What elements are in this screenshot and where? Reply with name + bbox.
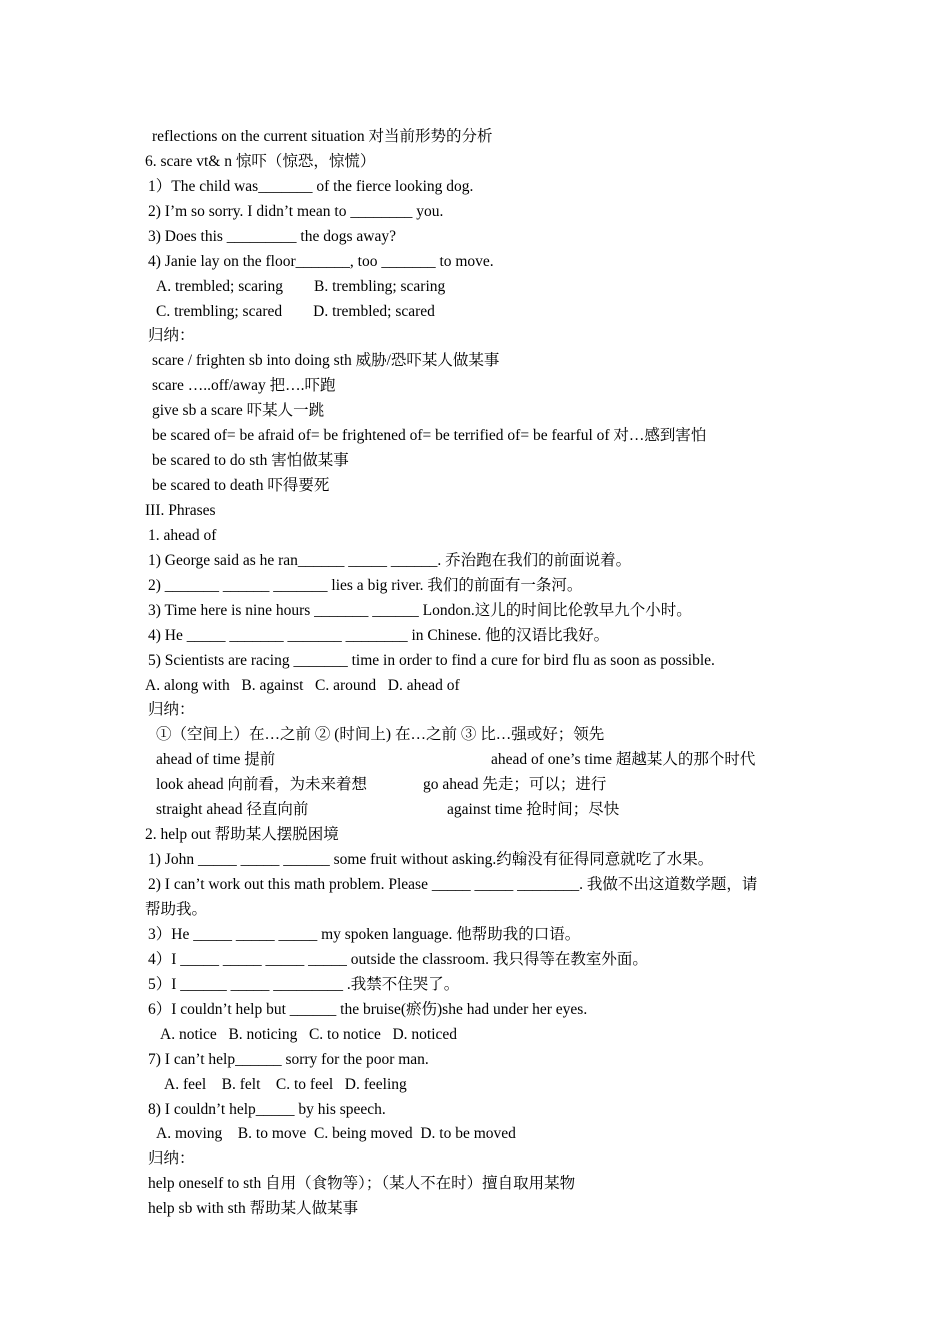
phrase-heading: 1. ahead of <box>148 527 217 544</box>
exercise-item: 2) I’m so sorry. I didn’t mean to ________ you. <box>148 203 444 220</box>
answer-options: A. feel B. felt C. to feel D. feeling <box>164 1076 407 1093</box>
exercise-item: 3) Does this _________ the dogs away? <box>148 228 396 245</box>
summary-item: be scared of= be afraid of= be frightened of= be terrified of= be fearful of 对…感到害怕 <box>152 427 707 444</box>
summary-item: help oneself to sth 自用（食物等）；（某人不在时）擅自取用某物 <box>148 1175 576 1192</box>
summary-item: be scared to death 吓得要死 <box>152 477 330 494</box>
summary-label: 归纳： <box>148 327 195 344</box>
exercise-item: 7) I can’t help______ sorry for the poor man. <box>148 1051 429 1068</box>
answer-options: A. notice B. noticing C. to notice D. noticed <box>160 1026 458 1043</box>
exercise-item: 3) Time here is nine hours _______ ______ London.这儿的时间比伦敦早九个小时。 <box>148 602 692 619</box>
text-line: reflections on the current situation 对当前形势的分析 <box>152 128 493 145</box>
answer-options: A. along with B. against C. around D. ahead of <box>145 677 460 694</box>
summary-item: give sb a scare 吓某人一跳 <box>152 402 325 419</box>
summary-item: scare / frighten sb into doing sth 威胁/恐吓某人做某事 <box>152 352 500 369</box>
summary-label: 归纳： <box>148 701 195 718</box>
answer-options: A. moving B. to move C. being moved D. to be moved <box>156 1125 516 1142</box>
exercise-item: 4) Janie lay on the floor_______, too _______ to move. <box>148 253 494 270</box>
summary-item: help sb with sth 帮助某人做某事 <box>148 1200 359 1217</box>
exercise-item: 2) _______ ______ _______ lies a big river. 我们的前面有一条河。 <box>148 577 583 594</box>
exercise-item: 5）I ______ _____ _________ .我禁不住哭了。 <box>148 976 460 993</box>
summary-item: be scared to do sth 害怕做某事 <box>152 452 349 469</box>
exercise-item-continued: 帮助我。 <box>145 901 208 918</box>
exercise-item: 8) I couldn’t help_____ by his speech. <box>148 1101 386 1118</box>
summary-item: straight ahead 径直向前 <box>156 801 309 818</box>
summary-item: go ahead 先走；可以；进行 <box>423 776 607 793</box>
answer-options: C. trembling; scared D. trembled; scared <box>156 303 435 320</box>
exercise-item: 6）I couldn’t help but ______ the bruise(瘀伤)she had under her eyes. <box>148 1001 588 1018</box>
exercise-item: 2) I can’t work out this math problem. Please _____ _____ ________. 我做不出这道数学题，请 <box>148 876 758 893</box>
exercise-item: 1）The child was_______ of the fierce looking dog. <box>148 178 474 195</box>
summary-label: 归纳： <box>148 1150 195 1167</box>
exercise-item: 4) He _____ _______ _______ ________ in Chinese. 他的汉语比我好。 <box>148 627 610 644</box>
summary-item: against time 抢时间；尽快 <box>447 801 620 818</box>
summary-item: look ahead 向前看，为未来着想 <box>156 776 367 793</box>
exercise-item: 1) George said as he ran______ _____ ______. 乔治跑在我们的前面说着。 <box>148 552 632 569</box>
exercise-item: 3）He _____ _____ _____ my spoken language. 他帮助我的口语。 <box>148 926 581 943</box>
summary-item: ahead of one’s time 超越某人的那个时代 <box>491 751 756 768</box>
phrase-heading: 2. help out 帮助某人摆脱困境 <box>145 826 339 843</box>
answer-options: A. trembled; scaring B. trembling; scaring <box>156 278 446 295</box>
exercise-item: 4）I _____ _____ _____ _____ outside the classroom. 我只得等在教室外面。 <box>148 951 648 968</box>
exercise-item: 1) John _____ _____ ______ some fruit without asking.约翰没有征得同意就吃了水果。 <box>148 851 714 868</box>
section-heading-scare: 6. scare vt& n 惊吓（惊恐，惊慌） <box>145 153 376 170</box>
section-heading-phrases: III. Phrases <box>145 502 216 519</box>
exercise-item: 5) Scientists are racing _______ time in order to find a cure for bird flu as soon as possible. <box>148 652 715 669</box>
summary-item: scare …..off/away 把….吓跑 <box>152 377 336 394</box>
summary-item: ahead of time 提前 <box>156 751 276 768</box>
summary-item: ①（空间上）在…之前 ② (时间上) 在…之前 ③ 比…强或好；领先 <box>156 726 605 743</box>
